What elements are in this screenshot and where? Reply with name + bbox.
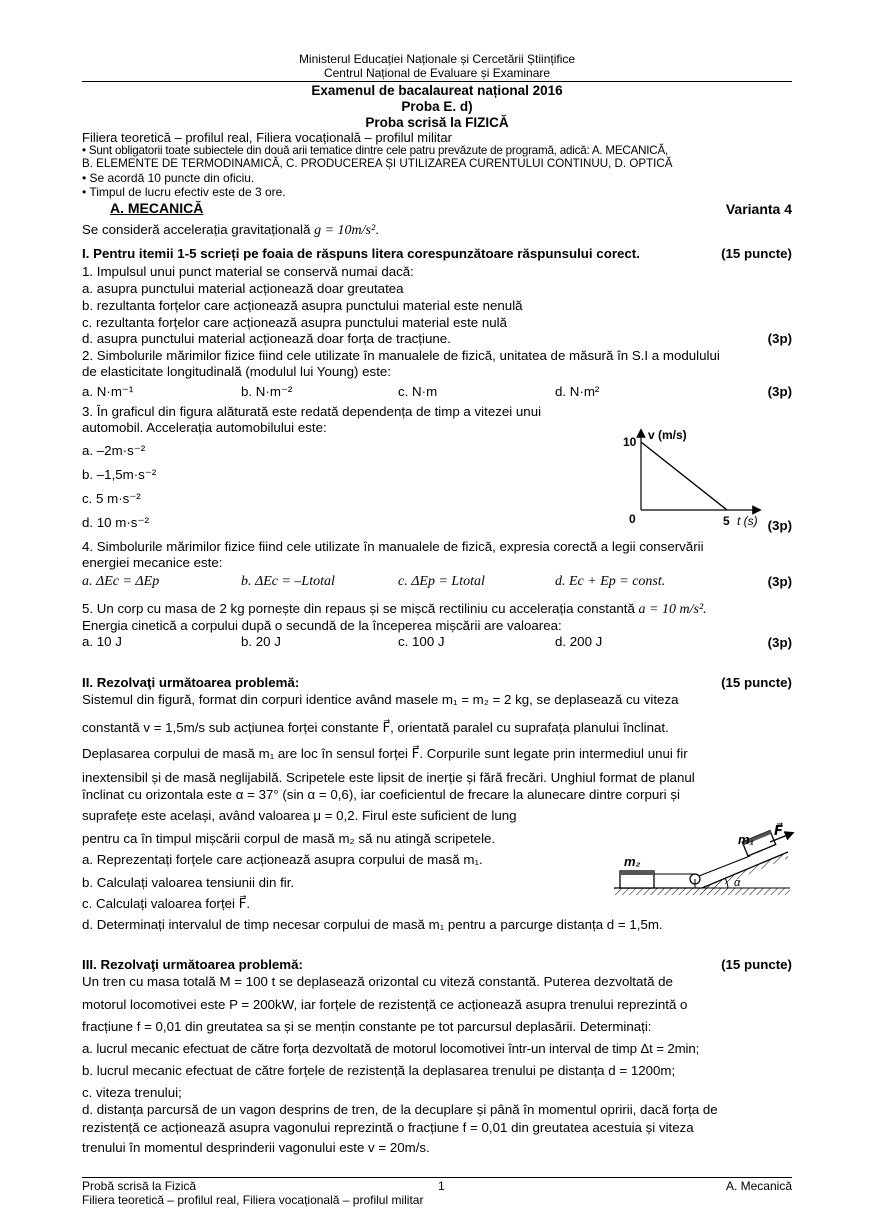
filiera-line: Filiera teoretică – profilul real, Filiera vocațională – profilul militar xyxy=(82,130,452,145)
q5-acceleration: a = 10 m/s². xyxy=(638,602,707,617)
q4-option-b: b. ΔEc = –Ltotal xyxy=(241,574,335,589)
part3-line3: fracțiune f = 0,01 din greutatea sa și se mențin constante pe tot parcursul deplasării. Determinați: xyxy=(82,1019,652,1034)
q5-score: (3p) xyxy=(767,635,792,650)
footer-page-number: 1 xyxy=(438,1179,445,1193)
gravity-value: g = 10m/s² xyxy=(314,223,376,238)
q3-line2: automobil. Accelerația automobilului este: xyxy=(82,420,327,435)
part2-item-b: b. Calculați valoarea tensiunii din fir. xyxy=(82,875,295,890)
q4-option-c: c. ΔEp = Ltotal xyxy=(398,574,485,589)
part3-item-a: a. lucrul mecanic efectuat de către forța dezvoltată de motorul locomotivei într-un interval de timp Δt = 2min; xyxy=(82,1041,700,1056)
y-axis-label: v (m/s) xyxy=(648,428,687,442)
footer-section: A. Mecanică xyxy=(725,1179,792,1193)
part2-line3: Deplasarea corpului de masă m₁ are loc în sensul forței F⃗. Corpurile sunt legate prin intermediul unui fir xyxy=(82,746,688,761)
part2-line6: suprafețe este același, având valoarea μ = 0,2. Firul este suficient de lung xyxy=(82,808,517,823)
q5-option-c: c. 100 J xyxy=(398,634,445,649)
footer-subject: Probă scrisă la Fizică xyxy=(82,1179,197,1193)
part2-line4: inextensibil și de masă neglijabilă. Scripetele este lipsit de inerție și fără frecări. Unghiul format de planul xyxy=(82,770,695,785)
y-tick-10: 10 xyxy=(623,435,637,449)
gravity-prefix: Se consideră accelerația gravitațională xyxy=(82,222,311,237)
footer-rule xyxy=(82,1177,792,1178)
q1-option-c: c. rezultanta forțelor care acționează asupra punctului material este nulă xyxy=(82,315,508,330)
q2-option-d: d. N·m² xyxy=(555,384,600,399)
q3-option-c: c. 5 m·s⁻² xyxy=(82,491,141,506)
part2-line5: înclinat cu orizontala este α = 37° (sin α = 0,6), iar coeficientul de frecare la alunecare dintre corpuri și xyxy=(82,787,680,802)
ground-hatch xyxy=(614,888,790,895)
part2-item-a: a. Reprezentați forțele care acționează asupra corpului de masă m₁. xyxy=(82,852,483,867)
velocity-time-graph xyxy=(615,425,765,535)
part2-line2: constantă v = 1,5m/s sub acțiunea forței constante F⃗, orientată paralel cu suprafața planului înclinat. xyxy=(82,720,669,735)
part3-points: (15 puncte) xyxy=(721,957,792,972)
inclined-plane-figure xyxy=(610,822,795,900)
q3-option-d: d. 10 m·s⁻² xyxy=(82,515,149,530)
q3-option-b: b. –1,5m·s⁻² xyxy=(82,467,157,482)
q5-option-a: a. 10 J xyxy=(82,634,122,649)
label-alpha: α xyxy=(734,877,741,889)
q5-option-b: b. 20 J xyxy=(241,634,281,649)
part3-line1: Un tren cu masa totală M = 100 t se deplasează orizontal cu viteză constantă. Puterea dezvoltată de xyxy=(82,974,673,989)
part2-item-c: c. Calculați valoarea forței F⃗. xyxy=(82,896,251,911)
variant-label: Varianta 4 xyxy=(725,201,792,217)
q4-option-d: d. Ec + Ep = const. xyxy=(555,574,666,589)
q1-option-d: d. asupra punctului material acționează doar forța de tracțiune. xyxy=(82,331,451,346)
proba-title: Proba E. d) xyxy=(401,99,473,114)
q4-line2: energiei mecanice este: xyxy=(82,555,223,570)
q2-option-a: a. N·m⁻¹ xyxy=(82,384,134,399)
q5-line1 xyxy=(82,601,707,618)
instruction-3: • Se acordă 10 puncte din oficiu. xyxy=(82,171,255,185)
part3-line2: motorul locomotivei este P = 200kW, iar forțele de rezistență ce acționează asupra trenului reprezintă o xyxy=(82,997,688,1012)
q4-line1: 4. Simbolurile mărimilor fizice fiind cele utilizate în manualele de fizică, expresia corectă a legii conservării xyxy=(82,539,704,554)
x-tick-5: 5 xyxy=(723,514,730,528)
part1-points: (15 puncte) xyxy=(721,246,792,261)
center-line: Centrul Național de Evaluare și Examinare xyxy=(323,66,551,80)
part3-item-d-line2: rezistență ce acționează asupra vagonului reprezintă o fracțiune f = 0,01 din greutatea acestuia și viteza xyxy=(82,1120,694,1135)
q5-text: 5. Un corp cu masa de 2 kg pornește din repaus și se mișcă rectiliniu cu accelerația constantă xyxy=(82,601,635,616)
part2-line1: Sistemul din figură, format din corpuri identice având masele m₁ = m₂ = 2 kg, se deplasează cu viteza xyxy=(82,692,679,707)
ministry-line: Ministerul Educației Naționale și Cercetării Științifice xyxy=(298,52,576,66)
subject-title: Proba scrisă la FIZICĂ xyxy=(365,115,509,130)
part1-header: I. Pentru itemii 1-5 scrieți pe foaia de răspuns litera corespunzătoare răspunsului corect. xyxy=(82,246,640,261)
q2-option-b: b. N·m⁻² xyxy=(241,384,293,399)
instruction-1: • Sunt obligatorii toate subiectele din două arii tematice dintre cele patru prevăzute de programă, adică: A. MECANICĂ, xyxy=(82,144,669,157)
q3-option-a: a. –2m·s⁻² xyxy=(82,443,146,458)
q2-line2: de elasticitate longitudinală (modulul lui Young) este: xyxy=(82,364,391,379)
q3-score: (3p) xyxy=(767,518,792,533)
q1-score: (3p) xyxy=(767,331,792,346)
q5-line2: Energia cinetică a corpului după o secundă de la începerea mișcării are valoarea: xyxy=(82,618,562,633)
footer-filiera: Filiera teoretică – profilul real, Filiera vocațională – profilul militar xyxy=(82,1193,424,1207)
part3-item-d-line3: trenului în momentul desprinderii vagonului este v = 20m/s. xyxy=(82,1140,430,1155)
gravity-suffix: . xyxy=(375,222,379,237)
label-m1: m₁ xyxy=(738,832,755,847)
velocity-line xyxy=(641,442,727,510)
instruction-4: • Timpul de lucru efectiv este de 3 ore. xyxy=(82,185,286,199)
q5-option-d: d. 200 J xyxy=(555,634,603,649)
part3-item-c: c. viteza trenului; xyxy=(82,1085,182,1100)
part3-item-d-line1: d. distanța parcursă de un vagon desprins de tren, de la decuplare și până în momentul opririi, dacă forța de xyxy=(82,1102,718,1117)
part2-line7: pentru ca în timpul mișcării corpul de masă m₂ să nu atingă scripetele. xyxy=(82,831,496,846)
x-tick-0: 0 xyxy=(629,512,636,526)
header-rule xyxy=(82,81,792,82)
part2-points: (15 puncte) xyxy=(721,675,792,690)
gravity-line xyxy=(82,222,379,239)
x-axis-label: t (s) xyxy=(737,514,758,528)
part3-header: III. Rezolvaţi următoarea problemă: xyxy=(82,957,303,972)
label-force: F⃗ xyxy=(774,823,783,838)
q4-option-a: a. ΔEc = ΔEp xyxy=(82,574,160,589)
q1-option-b: b. rezultanta forțelor care acționează asupra punctului material este nenulă xyxy=(82,298,523,313)
label-m2: m₂ xyxy=(624,854,641,869)
part3-item-b: b. lucrul mecanic efectuat de către forțele de rezistență la deplasarea trenului pe distanța d = 1200m; xyxy=(82,1063,676,1078)
q4-score: (3p) xyxy=(767,574,792,589)
q1-text: 1. Impulsul unui punct material se conservă numai dacă: xyxy=(82,264,414,279)
q1-option-a: a. asupra punctului material acționează doar greutatea xyxy=(82,281,404,296)
section-title: A. MECANICĂ xyxy=(110,200,204,216)
q2-line1: 2. Simbolurile mărimilor fizice fiind cele utilizate în manualele de fizică, unitatea de măsură în S.I a modulului xyxy=(82,348,720,363)
instruction-2: B. ELEMENTE DE TERMODINAMICĂ, C. PRODUCEREA ȘI UTILIZAREA CURENTULUI CONTINUU, D. OPTICĂ xyxy=(82,157,673,170)
q2-option-c: c. N·m xyxy=(398,384,438,399)
part2-item-d: d. Determinați intervalul de timp necesar corpului de masă m₁ pentru a parcurge distanța d = 1,5m. xyxy=(82,917,663,932)
exam-title: Examenul de bacalaureat național 2016 xyxy=(311,83,563,98)
q2-score: (3p) xyxy=(767,384,792,399)
part2-header: II. Rezolvaţi următoarea problemă: xyxy=(82,675,300,690)
q3-line1: 3. În graficul din figura alăturată este redată dependența de timp a vitezei unui xyxy=(82,404,542,419)
